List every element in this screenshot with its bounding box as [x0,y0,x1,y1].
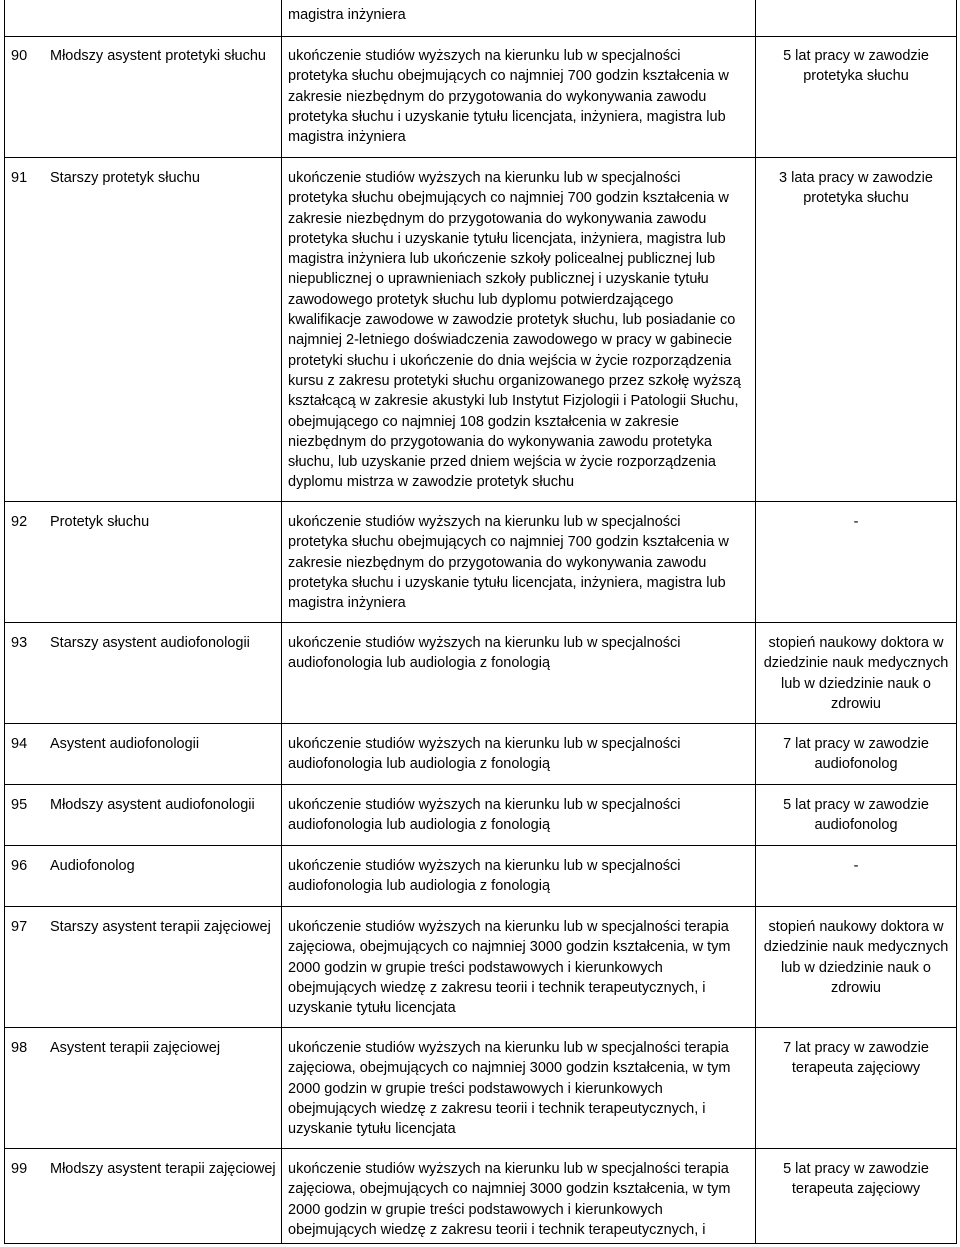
requirements-text: ukończenie studiów wyższych na kierunku lub w specjalności audiofonologia lub audiologia z fonologią [288,736,681,773]
row-divider [4,1027,957,1028]
row-divider [4,723,957,724]
position-title: Starszy protetyk słuchu [50,170,200,186]
experience-text: 7 lat pracy w zawodzie terapeuta zajęciowy [783,1040,929,1077]
row-divider [4,784,957,785]
requirements-text: ukończenie studiów wyższych na kierunku lub w specjalności audiofonologia lub audiologia z fonologią [288,635,681,672]
position-title: Młodszy asystent terapii zajęciowej [50,1161,276,1177]
continued-requirements-text: magistra inżyniera [288,7,406,23]
row-divider [4,36,957,37]
experience-text: 5 lat pracy w zawodzie audiofonolog [783,797,929,834]
row-divider [4,622,957,623]
table-bottom-border [4,1243,957,1244]
position-title: Audiofonolog [50,858,135,874]
row-number: 98 [11,1040,28,1056]
requirements-text: ukończenie studiów wyższych na kierunku lub w specjalności audiofonologia lub audiologia z fonologią [288,797,681,834]
position-title: Starszy asystent audiofonologii [50,635,250,651]
position-title: Starszy asystent terapii zajęciowej [50,919,271,935]
experience-text: 7 lat pracy w zawodzie audiofonolog [783,736,929,773]
requirements-text: ukończenie studiów wyższych na kierunku lub w specjalności audiofonologia lub audiologia z fonologią [288,858,681,895]
experience-text: 5 lat pracy w zawodzie terapeuta zajęciowy [783,1161,929,1198]
row-number: 90 [11,48,28,64]
position-title: Protetyk słuchu [50,514,150,530]
row-divider [4,845,957,846]
requirements-text: ukończenie studiów wyższych na kierunku lub w specjalności protetyka słuchu obejmujących co najmniej 700 godzin kształcenia w zakresie niezbędnym do przygotowania do wykonywania zawodu protetyka słuchu i uzyskanie tytułu licencjata, inżyniera, magistra lub magistra inżyniera [288,48,729,146]
requirements-text: ukończenie studiów wyższych na kierunku lub w specjalności protetyka słuchu obejmujących co najmniej 700 godzin kształcenia w zakresie niezbędnym do przygotowania do wykonywania zawodu protetyka słuchu i uzyskanie tytułu licencjata, inżyniera, magistra lub magistra inżyniera [288,514,729,612]
experience-text: - [853,514,859,530]
row-number: 94 [11,736,28,752]
row-number: 93 [11,635,28,651]
position-title: Asystent audiofonologii [50,736,200,752]
experience-text: - [853,858,859,874]
experience-text: stopień naukowy doktora w dziedzinie nauk medycznych lub w dziedzinie nauk o zdrowiu [763,635,949,712]
experience-text: stopień naukowy doktora w dziedzinie nauk medycznych lub w dziedzinie nauk o zdrowiu [763,919,949,996]
row-number: 97 [11,919,28,935]
position-title: Młodszy asystent audiofonologii [50,797,255,813]
requirements-text: ukończenie studiów wyższych na kierunku lub w specjalności terapia zajęciowa, obejmujących co najmniej 3000 godzin kształcenia, w tym 2000 godzin w grupie treści podstawowych i kierunkowych obejmujących wiedzę z zakresu teorii i technik terapeutycznych, i uzyskanie tytułu licencjata [288,919,731,1017]
requirements-text: ukończenie studiów wyższych na kierunku lub w specjalności protetyka słuchu obejmujących co najmniej 700 godzin kształcenia w zakresie niezbędnym do przygotowania do wykonywania zawodu protetyka słuchu i uzyskanie tytułu licencjata, inżyniera, magistra lub magistra inżyniera lub ukończenie szkoły policealnej publicznej lub niepublicznej o uprawnieniach szkoły publicznej i uzyskanie tytułu zawodowego protetyk słuchu lub dyplomu potwierdzającego kwalifikacje zawodowe w zawodzie protetyk słuchu, lub posiadanie co najmniej 2-letniego doświadczenia zawodowego w pracy w gabinecie protetyki słuchu i ukończenie do dnia wejścia w życie rozporządzenia kursu z zakresu protetyki słuchu organizowanego przez szkołę wyższą kształcącą w zakresie akustyki lub Instytut Fizjologii i Patologii Słuchu, obejmującego co najmniej 108 godzin kształcenia w zakresie niezbędnym do przygotowania do wykonywania zawodu protetyka słuchu, lub uzyskanie przed dniem wejścia w życie rozporządzenia dyplomu mistrza w zawodzie protetyk słuchu [288,170,741,491]
row-number: 92 [11,514,28,530]
experience-text: 5 lat pracy w zawodzie protetyka słuchu [783,48,929,85]
row-number: 99 [11,1161,28,1177]
row-divider [4,1148,957,1149]
row-divider [4,501,957,502]
position-title: Asystent terapii zajęciowej [50,1040,221,1056]
requirements-text: ukończenie studiów wyższych na kierunku lub w specjalności terapia zajęciowa, obejmujących co najmniej 3000 godzin kształcenia, w tym 2000 godzin w grupie treści podstawowych i kierunkowych obejmujących wiedzę z zakresu teorii i technik terapeutycznych, i [288,1161,731,1238]
row-divider [4,157,957,158]
row-number: 95 [11,797,28,813]
row-number: 91 [11,170,28,186]
row-number: 96 [11,858,28,874]
row-divider [4,906,957,907]
requirements-text: ukończenie studiów wyższych na kierunku lub w specjalności terapia zajęciowa, obejmujących co najmniej 3000 godzin kształcenia, w tym 2000 godzin w grupie treści podstawowych i kierunkowych obejmujących wiedzę z zakresu teorii i technik terapeutycznych, i uzyskanie tytułu licencjata [288,1040,731,1138]
experience-text: 3 lata pracy w zawodzie protetyka słuchu [779,170,933,207]
position-title: Młodszy asystent protetyki słuchu [50,48,266,64]
